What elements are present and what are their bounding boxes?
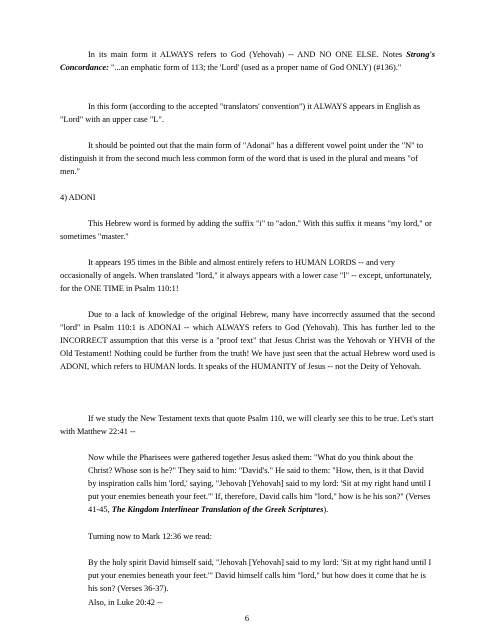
quote-matthew: [88, 451, 433, 516]
paragraph-text: In its main form it ALWAYS refers to God (Yehovah) -- AND NO ONE ELSE. Notes: [88, 50, 407, 59]
page-number: 6: [244, 614, 250, 623]
paragraph-vowel-point: It should be pointed out that the main form of "Adonai" has a different vowel point under the "N" to distinguish it from the second much less common form of the word that is used in the plural and means "of men.": [60, 141, 424, 177]
paragraph-195-times: It appears 195 times in the Bible and almost entirely refers to HUMAN LORDS -- and very occasionally of angels. When translated "lord," it always appears with a lower case "l" -- except, unfortunately, for the ONE TIME in Psalm 110:1!: [60, 258, 432, 294]
paragraph-adoni-definition: This Hebrew word is formed by adding the suffix "i" to "adon." With this suffix it means "my lord," or sometimes "master.": [60, 219, 432, 242]
source-citation: Strong's Concordance:: [60, 50, 435, 73]
quote-text: Now while the Pharisees were gathered together Jesus asked them: "What do you think about the Christ? Whose son is he?" They said to him: "David's." He said to them: "How, then, is it that David by inspiration calls him 'lord,' saying, "Jehovah [Yehovah] said to my lord: 'Sit at my right hand until I put your enemies beneath your feet."' If, therefore, David calls him "lord," how is he his son?" (Verses 41-45,: [88, 453, 431, 515]
source-citation: The Kingdom Interlinear Translation of the Greek Scriptures: [111, 505, 324, 515]
section-heading: 4) ADONI: [60, 193, 96, 202]
paragraph-text: "...an emphatic form of 113; the 'Lord' (used as a proper name of God ONLY) (#136).": [108, 63, 402, 73]
paragraph-adonai-main-form: [60, 48, 435, 74]
paragraph-translators-convention: In this form (according to the accepted "translators' convention") it ALWAYS appears in English as "Lord" with an upper case "L".: [60, 102, 421, 125]
paragraph-psalm-110: Due to a lack of knowledge of the original Hebrew, many have incorrectly assumed that the second "lord" in Psalm 110:1 is ADONAI -- which ALWAYS refers to God (Yehovah). This has further led to the INCORRECT assumption that this verse is a "proof text" that Jesus Christ was the Yehovah or YHVH of the Old Testament! Nothing could be further from the truth! We have just seen that the actual Hebrew word used is ADONI, which refers to HUMAN lords. It speaks of the HUMANITY of Jesus -- not the Deity of Yehovah.: [60, 310, 435, 372]
paragraph-new-testament: If we study the New Testament texts that quote Psalm 110, we will clearly see this to be true. Let's start with Matthew 22:41 --: [60, 414, 434, 437]
quote-luke-intro: Also, in Luke 20:42 --: [88, 598, 163, 607]
quote-text: ).: [323, 505, 329, 515]
quote-mark: By the holy spirit David himself said, "Jehovah [Yehovah] said to my lord: 'Sit at my right hand until I put your enemies beneath your feet.'" David himself calls him "lord," but how does it come that he is his son? (Verses 36-37).: [88, 558, 432, 594]
quote-mark-intro: Turning now to Mark 12:36 we read:: [88, 532, 212, 541]
